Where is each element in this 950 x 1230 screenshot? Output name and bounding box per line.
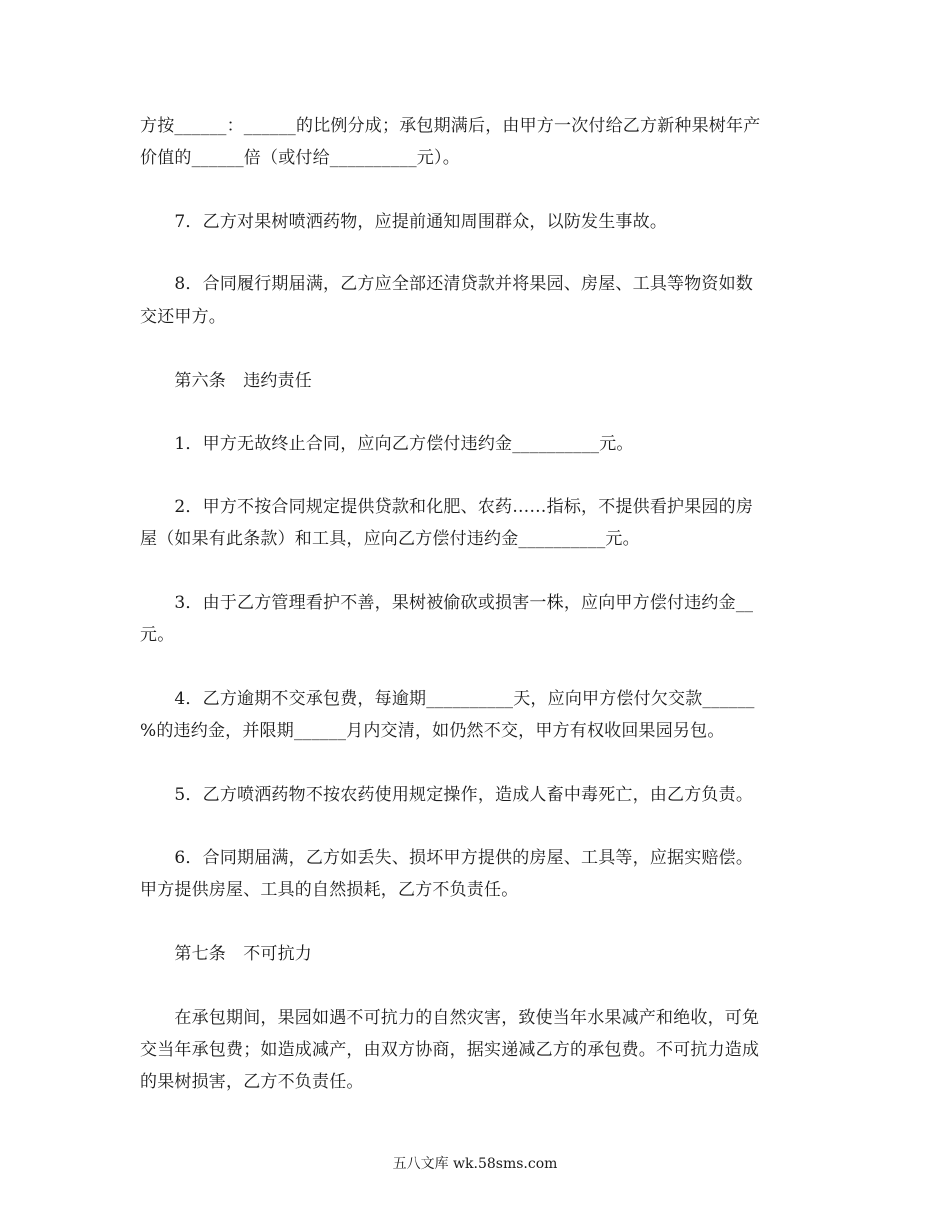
body-line: %的违约金，并限期______月内交清，如仍然不交，甲方有权收回果园另包。 (140, 721, 725, 741)
clause-6: 6．合同期届满，乙方如丢失、损坏甲方提供的房屋、工具等，应据实赔偿。 (140, 848, 754, 868)
section-heading-7: 第七条 不可抗力 (140, 944, 312, 964)
section-heading-6: 第六条 违约责任 (140, 371, 312, 391)
body-line: 元。 (140, 625, 175, 645)
body-line: 甲方提供房屋、工具的自然损耗，乙方不负责任。 (140, 880, 519, 900)
clause-5: 5．乙方喷洒药物不按农药使用规定操作，造成人畜中毒死亡，由乙方负责。 (140, 785, 754, 805)
clause-2: 2．甲方不按合同规定提供贷款和化肥、农药……指标，不提供看护果园的房 (140, 497, 754, 517)
body-line: 交还甲方。 (140, 307, 226, 327)
body-line: 屋（如果有此条款）和工具，应向乙方偿付违约金__________元。 (140, 529, 640, 549)
page-footer: 五八文库 wk.58sms.com (392, 1156, 558, 1172)
clause-7: 7．乙方对果树喷洒药物，应提前通知周围群众，以防发生事故。 (140, 212, 668, 232)
clause-4: 4．乙方逾期不交承包费，每逾期__________天，应向甲方偿付欠交款______ (140, 689, 755, 709)
body-line: 的果树损害，乙方不负责任。 (140, 1072, 364, 1092)
clause-8: 8．合同履行期届满，乙方应全部还清贷款并将果园、房屋、工具等物资如数 (140, 274, 754, 294)
force-majeure-paragraph: 在承包期间，果园如遇不可抗力的自然灾害，致使当年水果减产和绝收，可免 (140, 1008, 760, 1028)
body-line: 价值的______倍（或付给__________元）。 (140, 148, 460, 168)
body-line: 交当年承包费；如造成减产，由双方协商，据实递减乙方的承包费。不可抗力造成 (140, 1040, 760, 1060)
body-line: 方按______：______的比例分成；承包期满后，由甲方一次付给乙方新种果树年产 (140, 116, 761, 136)
clause-1: 1．甲方无故终止合同，应向乙方偿付违约金__________元。 (140, 434, 634, 454)
clause-3: 3．由于乙方管理看护不善，果树被偷砍或损害一株，应向甲方偿付违约金__ (140, 593, 754, 613)
